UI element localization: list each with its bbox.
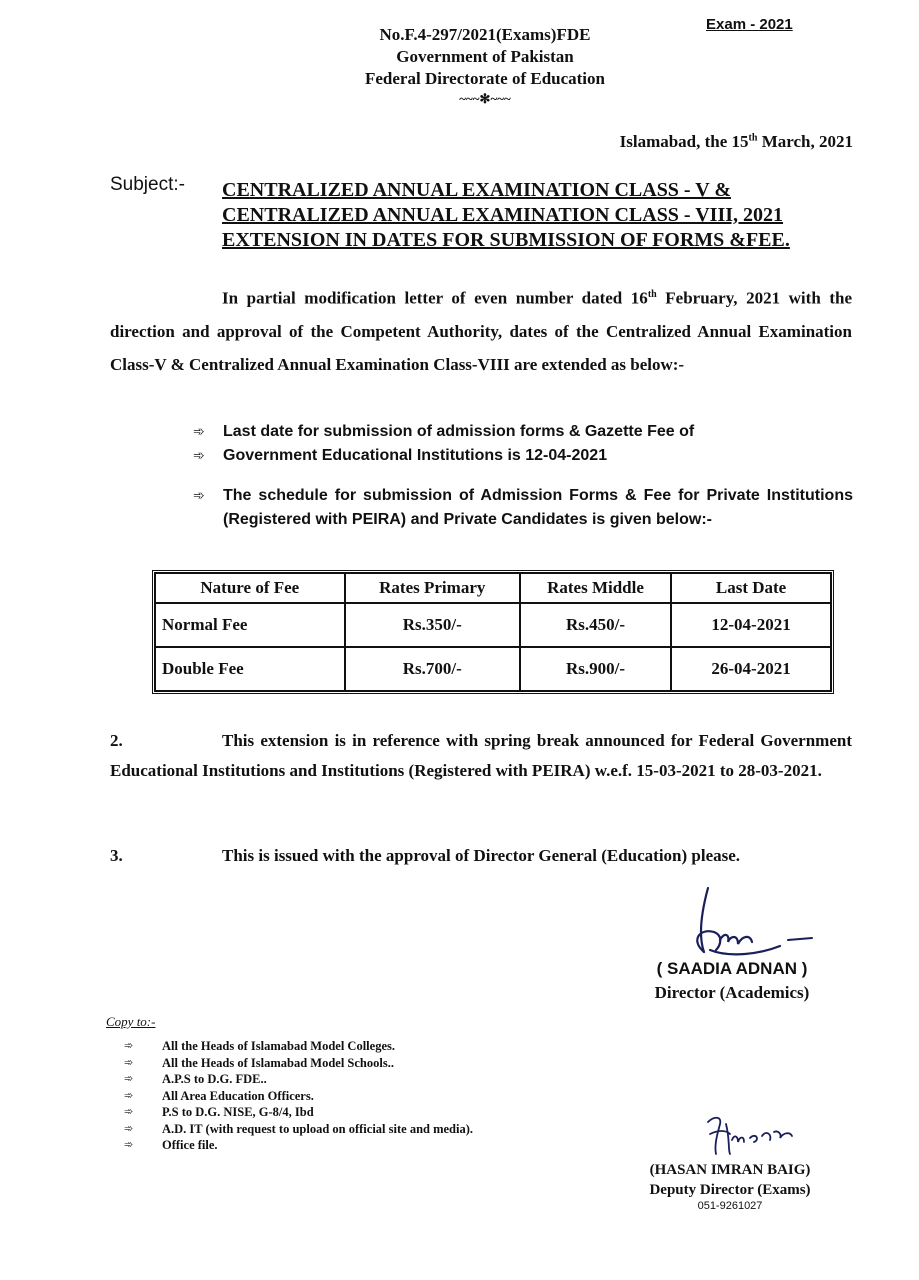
paragraph-1 [110,278,852,381]
copy-to-label: Copy to:- [106,1014,156,1029]
dateline-suffix: March, 2021 [757,132,853,151]
header-ornament: ~~~✻~~~ [459,91,511,106]
paragraph-2-number: 2. [110,731,123,750]
list-item [124,1104,473,1121]
paragraph-1-sup: th [647,289,657,300]
exam-tag: Exam - 2021 [706,16,793,33]
signatory-1-title: Director (Academics) [654,983,810,1002]
subject-lines [222,178,852,253]
director-signature [680,880,830,960]
column-header: Rates Primary [345,573,520,603]
letter-header [330,24,640,108]
reference-number: No.F.4-297/2021(Exams)FDE [379,25,591,44]
signatory-2-title: Deputy Director (Exams) [649,1182,811,1198]
bullet-group-2 [193,484,853,532]
copy-item-text: Office file. [162,1138,218,1152]
fee-schedule-table [152,570,834,694]
signatory-2-phone: 051-9261027 [697,1200,763,1212]
copy-to-list [124,1038,473,1154]
government-name: Government of Pakistan [396,47,574,66]
paragraph-2 [110,726,852,786]
copy-item-text: P.S to D.G. NISE, G-8/4, Ibd [162,1105,314,1119]
directorate-name: Federal Directorate of Education [365,69,605,88]
list-item [124,1137,473,1154]
arrow-bullet-icon: ➾ [124,1055,134,1069]
arrow-bullet-icon: ➾ [124,1039,134,1052]
bullet-text: The schedule for submission of Admission Forms & Fee for Private Institutions (Registered with PEIRA) and Private Candidates is given below:- [223,487,853,528]
paragraph-1-part2: February, 2021 with the direction and approval of the Competent Authority, dates of the Centralized Annual Examination Class-V & Centralized Annual Examination Class-VIII are extended as below:- [110,288,852,374]
subject-line: CENTRALIZED ANNUAL EXAMINATION CLASS - V & [222,179,731,201]
table-cell: Double Fee [155,647,345,691]
list-item [124,1055,473,1072]
paragraph-1-part1: In partial modification letter of even number dated 16 [222,288,648,308]
subject-line: CENTRALIZED ANNUAL EXAMINATION CLASS - VIII, 2021 [222,204,784,226]
paragraph-3-text: This is issued with the approval of Director General (Education) please. [222,846,741,865]
table-cell: Rs.350/- [345,603,520,647]
dateline-prefix: Islamabad, the 15 [619,132,749,151]
dateline [620,132,853,152]
copy-item-text: All the Heads of Islamabad Model Colleges. [162,1039,395,1053]
copy-item-text: All the Heads of Islamabad Model Schools.. [162,1055,394,1070]
bullet-item [193,420,853,444]
signatory-2 [630,1160,830,1213]
subject-label: Subject:- [110,174,185,195]
bullet-text: Last date for submission of admission forms & Gazette Fee of [223,423,695,440]
signatory-1 [632,957,832,1005]
table-cell: Rs.900/- [520,647,671,691]
copy-item-text: All Area Education Officers. [162,1088,314,1103]
paragraph-2-text: This extension is in reference with spring break announced for Federal Government Educational Institutions and Institutions (Registered with PEIRA) w.e.f. 15-03-2021 to 28-03-2021. [110,731,852,780]
arrow-bullet-icon: ➾ [124,1072,134,1085]
bullet-text: Government Educational Institutions is 12-04-2021 [223,447,608,464]
copy-item-text: A.D. IT (with request to upload on official site and media). [162,1121,474,1136]
table-cell: Normal Fee [155,603,345,647]
list-item [124,1038,473,1055]
dateline-sup: th [748,132,758,144]
table-row [155,603,831,647]
arrow-bullet-icon: ➾ [124,1121,134,1135]
signatory-2-name: (HASAN IMRAN BAIG) [649,1162,811,1178]
bullet-item [193,484,853,532]
arrow-bullet-icon: ➾ [193,424,205,440]
column-header: Rates Middle [520,573,671,603]
arrow-bullet-icon: ➾ [193,488,205,504]
deputy-director-signature [700,1110,810,1160]
copy-item-text: A.P.S to D.G. FDE.. [162,1072,267,1086]
subject-line: EXTENSION IN DATES FOR SUBMISSION OF FORMS &FEE. [222,229,790,251]
column-header: Last Date [671,573,831,603]
arrow-bullet-icon: ➾ [124,1088,134,1102]
list-item [124,1071,473,1088]
arrow-bullet-icon: ➾ [124,1138,134,1151]
bullet-item [193,444,853,468]
column-header: Nature of Fee [155,573,345,603]
table-header-row [155,573,831,603]
signatory-1-name: ( SAADIA ADNAN ) [656,959,808,978]
bullet-group-1 [193,420,853,468]
table-cell: 26-04-2021 [671,647,831,691]
table-row [155,647,831,691]
table-cell: Rs.450/- [520,603,671,647]
arrow-bullet-icon: ➾ [193,448,205,464]
arrow-bullet-icon: ➾ [124,1105,134,1118]
list-item [124,1121,473,1138]
list-item [124,1088,473,1105]
table-cell: 12-04-2021 [671,603,831,647]
table-cell: Rs.700/- [345,647,520,691]
paragraph-3-number: 3. [110,846,123,865]
